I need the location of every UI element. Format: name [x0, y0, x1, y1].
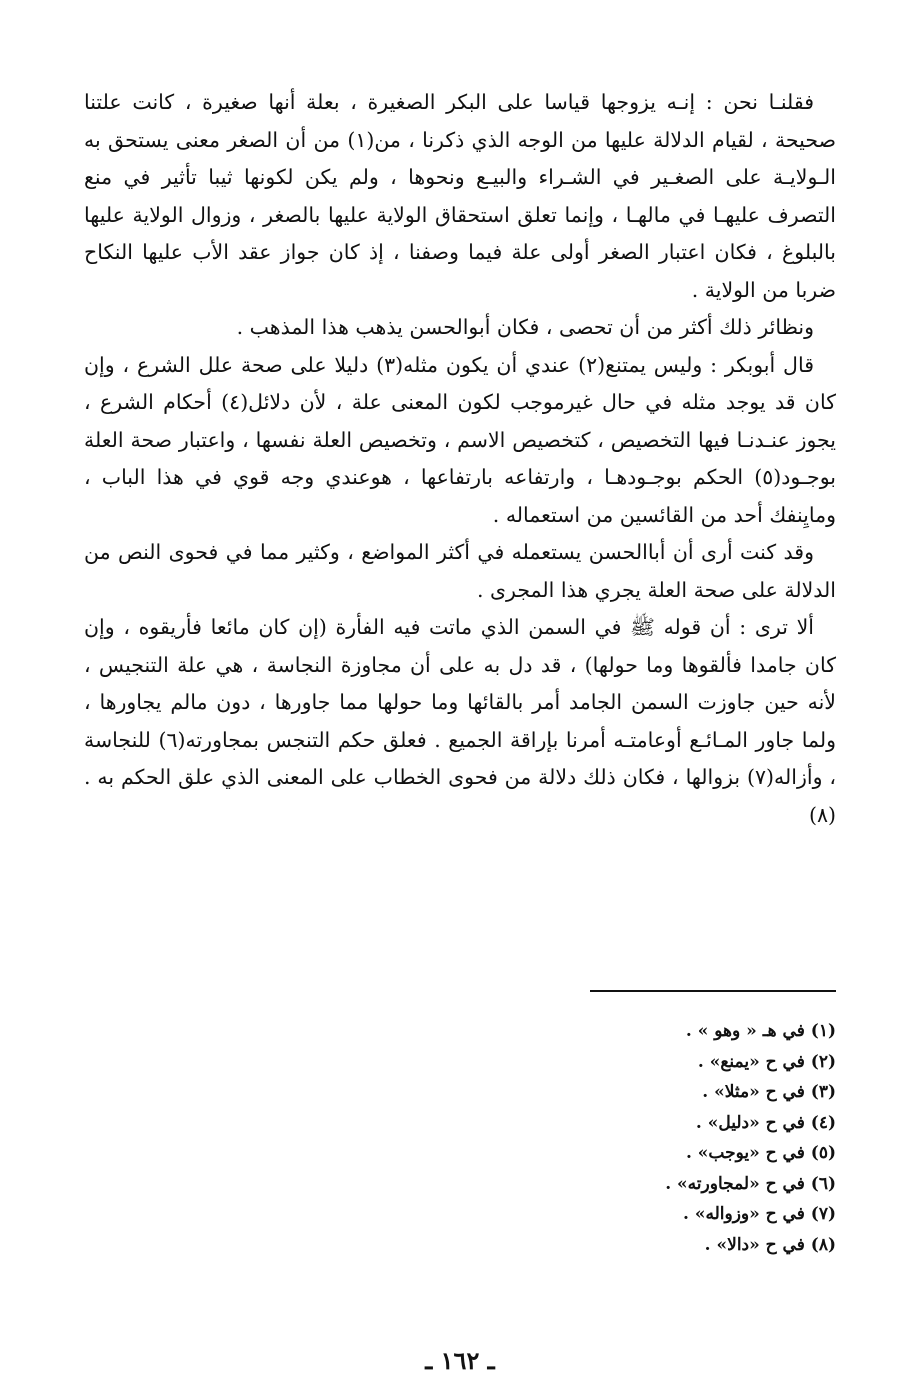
paragraph-1	[84, 84, 836, 309]
document-page	[84, 84, 836, 1375]
footnote-2: (٢) في ح «يمنع» .	[697, 1051, 836, 1072]
footnotes-list	[84, 1016, 836, 1260]
footnote-3: (٣) في ح «مثلا» .	[702, 1082, 836, 1102]
paragraph-5	[84, 609, 836, 834]
paragraph-2	[84, 309, 836, 347]
footnote-8: (٨) في ح «دالا» .	[704, 1234, 836, 1255]
paragraph-5-text: ألا ترى : أن قوله ﷺ في السمن الذي ماتت فيه الفأرة (إن كان مائعا فأريقوه ، وإن كان جامدا فألقوها وما حولها) ، قد دل به على أن مجاوزة النجاسة ، هي علة التنجيس ، لأنه حين جاوزت السمن الجامد أمر بالقائها وما حولها مما جاورها ، دون مالم يجاورها ، ولما جاور المـائـع أوعامتـه أمرنا بإراقة الجميع . فعلق حكم التنجس بمجاورته(٦) للنجاسة ، وأزاله(٧) بزوالها ، فكان ذلك دلالة من فحوى الخطاب على المعنى الذي علق الحكم به . (٨)	[84, 615, 836, 827]
paragraph-4	[84, 534, 836, 609]
footnote-1: (١) في هـ « وهو » .	[685, 1021, 836, 1041]
footnote-4: (٤) في ح «دليل» .	[695, 1112, 836, 1133]
page-number: ـ ١٦٢ ـ	[425, 1346, 495, 1375]
paragraph-4-text: وقد كنت أرى أن أباالحسن يستعمله في أكثر المواضع ، وكثير مما في فحوى النص من الدلالة على صحة العلة يجري هذا المجرى .	[84, 540, 836, 602]
footnote-6: (٦) في ح «لمجاورته» .	[665, 1173, 836, 1194]
footnote-5: (٥) في ح «يوجب» .	[685, 1143, 836, 1163]
paragraph-3-text: قال أبوبكر : وليس يمتنع(٢) عندي أن يكون مثله(٣) دليلا على صحة علل الشرع ، وإن كان قد يوجد مثله في حال غيرموجب لكون المعنى علة ، لأن دلائل(٤) أحكام الشرع ، يجوز عنـدنـا فيها التخصيص ، كتخصيص الاسم ، وتخصيص العلة نفسها ، واعتبار صحة العلة بوجـود(٥) الحكم بوجـودهـا ، وارتفاعه بارتفاعها ، هوعندي وجه قوي في هذا الباب ، ومايِنفك أحد من القائسين من استعماله .	[84, 352, 836, 527]
paragraph-3	[84, 347, 836, 535]
main-text	[84, 84, 836, 834]
paragraph-1-text: فقلنـا نحن : إنـه يزوجها قياسا على البكر الصغيرة ، بعلة أنها صغيرة ، كانت علتنا صحيحة ، لقيام الدلالة عليها من الوجه الذي ذكرنا ، من(١) من أن الصغر معنى يستحق به الـولايـة على الصغـير في الشـراء والبيـع ونحوها ، ولم يكن لكونها ثيبا تأثير في منع التصرف عليهـا في مالهـا ، وإنما تعلق استحقاق الولاية عليها بالصغر ، وزوال الولاية عليها بالبلوغ ، فكان اعتبار الصغر أولى علة فيما وصفنا ، إذ كان جواز عقد الأب عليها النكاح ضربا من الولاية .	[84, 90, 836, 302]
footnote-7: (٧) في ح «وزواله» .	[683, 1204, 836, 1224]
footnote-divider	[590, 990, 836, 992]
paragraph-2-text: ونظائر ذلك أكثر من أن تحصى ، فكان أبوالحسن يذهب هذا المذهب .	[236, 315, 814, 339]
